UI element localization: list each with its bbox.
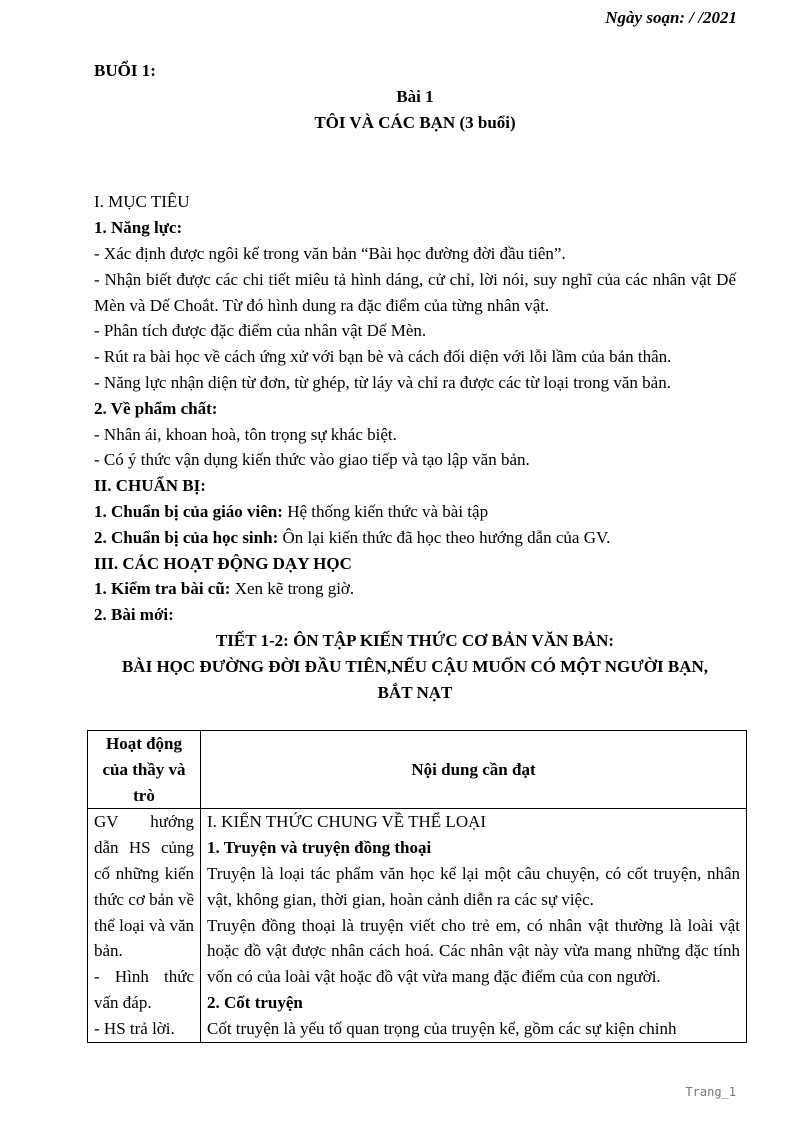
period-subtitle: BÀI HỌC ĐƯỜNG ĐỜI ĐẦU TIÊN,NẾU CẬU MUỐN CÓ MỘT NGƯỜI BẠN, BẮT NẠT: [121, 656, 709, 702]
section-objectives-heading: I. MỤC TIÊU: [94, 192, 190, 212]
activity-method: - Hình thức vấn đáp.: [94, 967, 194, 1012]
page-number: Trang_1: [685, 1085, 736, 1099]
competency-item: - Xác định được ngôi kể trong văn bản “Bài học đường đời đầu tiên”.: [94, 243, 566, 263]
table-header-row: [88, 731, 747, 809]
content-subheading-plot: 2. Cốt truyện: [207, 992, 303, 1012]
quality-item: - Có ý thức vận dụng kiến thức vào giao tiếp và tạo lập văn bản.: [94, 450, 530, 470]
date-prepared: Ngày soạn: / /2021: [605, 8, 737, 27]
content-subheading-story: 1. Truyện và truyện đồng thoại: [207, 838, 432, 858]
old-lesson-check-label: 1. Kiểm tra bài cũ:: [94, 579, 231, 599]
content-paragraph: Truyện là loại tác phẩm văn học kể lại một câu chuyện, có cốt truyện, nhân vật, không gian, thời gian, hoàn cảnh diễn ra các sự việc.: [207, 863, 740, 909]
table-header-activity: Hoạt động của thầy và trò: [88, 731, 201, 809]
teacher-preparation-text: Hệ thống kiến thức và bài tập: [282, 501, 489, 521]
quality-heading: 2. Về phẩm chất:: [94, 398, 218, 418]
table-cell-activity: [88, 809, 201, 1042]
lesson-number: Bài 1: [396, 86, 434, 106]
new-lesson-label: 2. Bài mới:: [94, 605, 174, 625]
section-preparation-heading: II. CHUẨN BỊ:: [94, 476, 206, 496]
competency-item: - Năng lực nhận diện từ đơn, từ ghép, từ láy và chỉ ra được các từ loại trong văn bản.: [94, 372, 671, 392]
table-cell-content: [201, 809, 747, 1042]
section-activities-heading: III. CÁC HOẠT ĐỘNG DẠY HỌC: [94, 553, 352, 573]
teacher-preparation: [94, 499, 736, 525]
competency-heading: 1. Năng lực:: [94, 218, 183, 238]
competency-item: - Rút ra bài học về cách ứng xử với bạn bè và cách đối diện với lỗi lầm của bản thân.: [94, 347, 672, 367]
old-lesson-check: [94, 576, 736, 602]
competency-item: - Phân tích được đặc điểm của nhân vật Dế Mèn.: [94, 321, 427, 341]
old-lesson-check-text: Xen kẽ trong giờ.: [230, 579, 355, 599]
content-heading: I. KIẾN THỨC CHUNG VỀ THỂ LOẠI: [207, 812, 487, 832]
content-paragraph: Truyện đồng thoại là truyện viết cho trẻ em, có nhân vật thường là loài vật hoặc đồ vật được nhân cách hoá. Các nhân vật này vừa mang những đặc tính vốn có của loài vật hoặc đồ vật vừa mang đặc điểm của con người.: [207, 915, 740, 987]
activity-guidance: GV hướng dẫn HS củng cố những kiến thức cơ bản về thể loại và văn bản.: [94, 812, 194, 961]
quality-item: - Nhân ái, khoan hoà, tôn trọng sự khác biệt.: [94, 424, 397, 444]
teacher-preparation-label: 1. Chuẩn bị của giáo viên:: [94, 501, 283, 521]
student-preparation-text: Ôn lại kiến thức đã học theo hướng dẫn của GV.: [278, 527, 611, 547]
document-body: [94, 58, 736, 705]
competency-item: - Nhận biết được các chi tiết miêu tả hình dáng, cử chỉ, lời nói, suy nghĩ của các nhân vật Dế Mèn và Dế Choắt. Từ đó hình dung ra đặc điểm của từng nhân vật.: [94, 269, 736, 315]
table-row: [88, 809, 747, 1042]
period-title: TIẾT 1-2: ÔN TẬP KIẾN THỨC CƠ BẢN VĂN BẢN:: [215, 630, 615, 650]
session-label: BUỔI 1:: [94, 61, 156, 80]
content-paragraph: Cốt truyện là yếu tố quan trọng của truyện kể, gồm các sự kiện chinh: [207, 1018, 677, 1038]
student-preparation: [94, 525, 736, 551]
table-header-content: Nội dung cần đạt: [201, 731, 747, 809]
student-preparation-label: 2. Chuẩn bị của học sinh:: [94, 527, 279, 547]
lesson-title: TÔI VÀ CÁC BẠN (3 buổi): [314, 112, 516, 132]
lesson-table: [87, 730, 747, 1043]
activity-response: - HS trả lời.: [94, 1018, 175, 1038]
